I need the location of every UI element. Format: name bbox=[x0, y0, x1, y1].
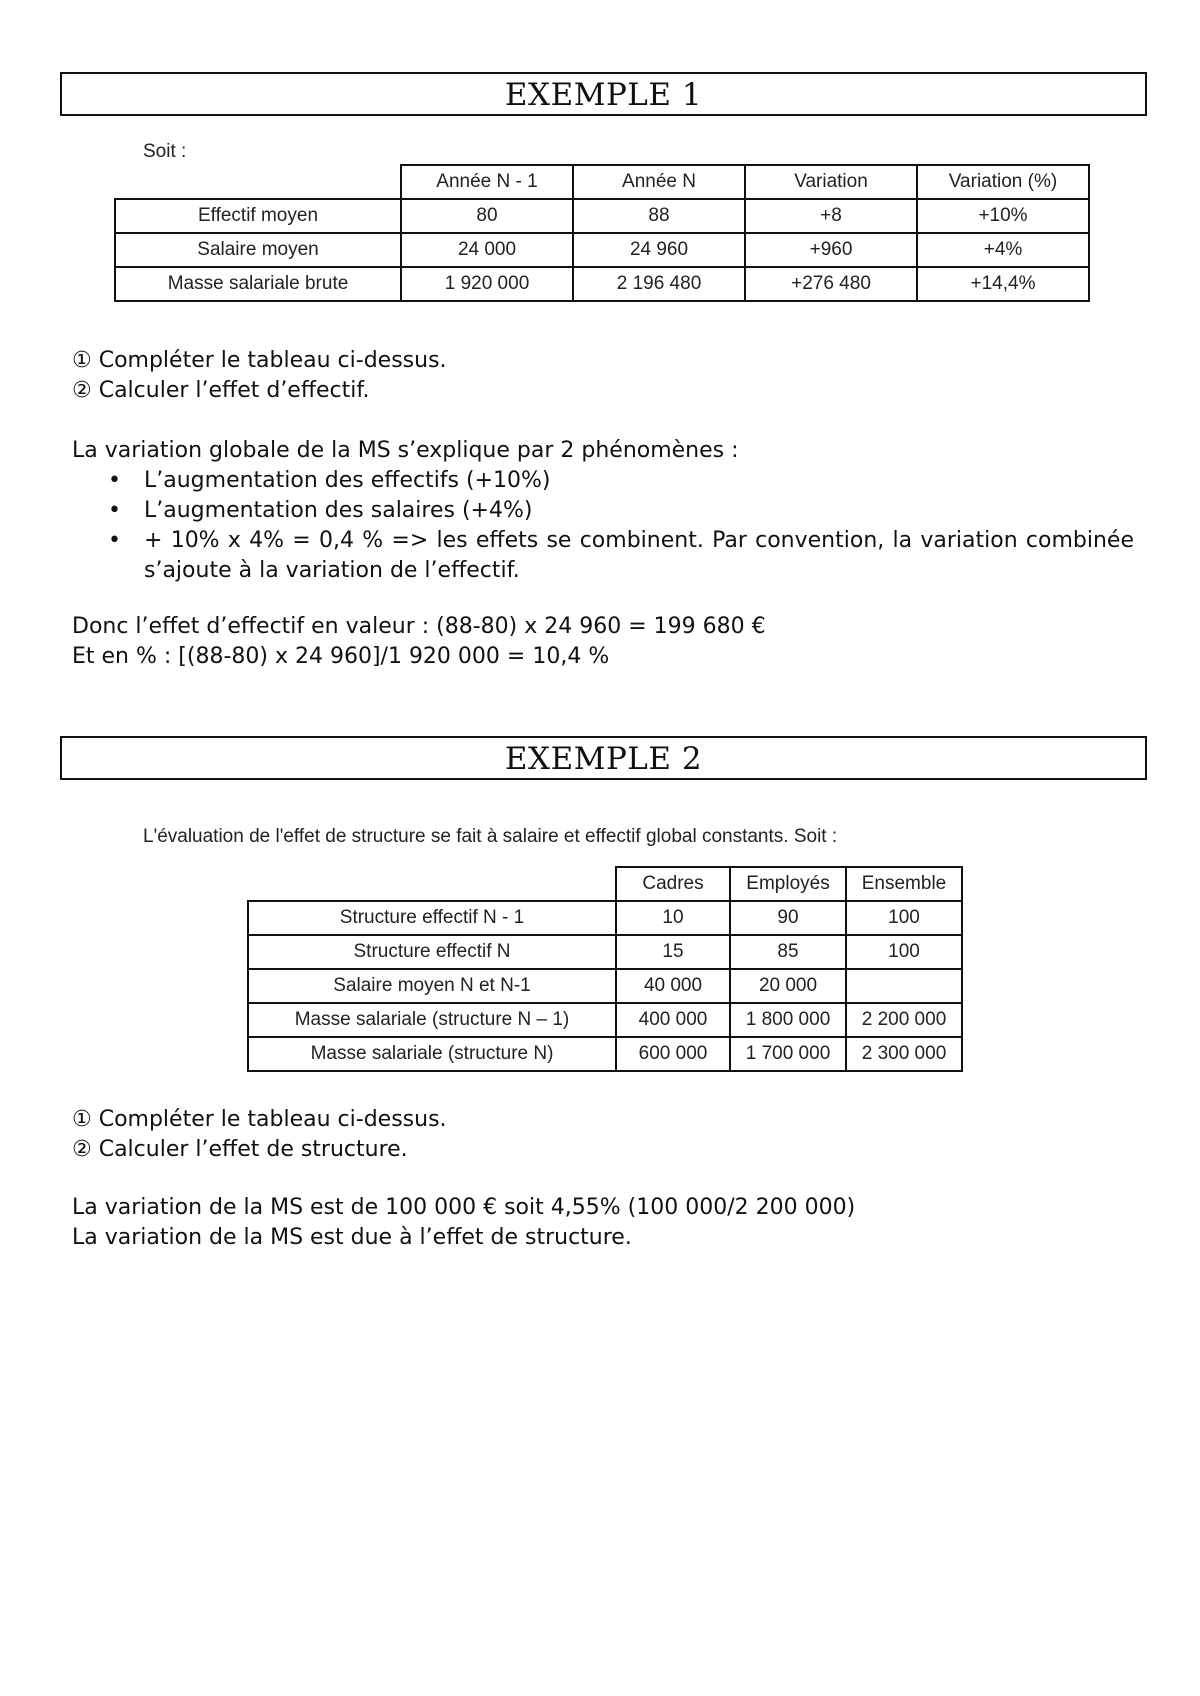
table-cell: 1 800 000 bbox=[730, 1003, 846, 1037]
table-header-row bbox=[248, 867, 962, 901]
bullet-icon: • bbox=[108, 498, 121, 523]
example1-intro: Soit : bbox=[143, 141, 187, 162]
row-label: Masse salariale (structure N) bbox=[248, 1037, 616, 1071]
example1-explanation-intro: La variation globale de la MS s’explique par 2 phénomènes : bbox=[72, 438, 739, 463]
table-row bbox=[115, 233, 1089, 267]
example1-conclusion bbox=[72, 612, 766, 672]
column-header: Variation (%) bbox=[917, 165, 1089, 199]
table-row bbox=[248, 1003, 962, 1037]
table-corner-cell bbox=[115, 165, 401, 199]
column-header: Année N - 1 bbox=[401, 165, 573, 199]
row-label: Salaire moyen bbox=[115, 233, 401, 267]
table-cell: 15 bbox=[616, 935, 730, 969]
row-label: Structure effectif N - 1 bbox=[248, 901, 616, 935]
bullet-text: + 10% x 4% = 0,4 % => les effets se combinent. Par convention, la variation combinée s’ajoute à la variation de l’effectif. bbox=[144, 528, 1134, 583]
example1-questions bbox=[72, 346, 447, 406]
column-header: Employés bbox=[730, 867, 846, 901]
table-cell: 100 bbox=[846, 901, 962, 935]
table-cell: +10% bbox=[917, 199, 1089, 233]
column-header: Année N bbox=[573, 165, 745, 199]
row-label: Masse salariale (structure N – 1) bbox=[248, 1003, 616, 1037]
table-cell: 40 000 bbox=[616, 969, 730, 1003]
question-2: ② Calculer l’effet d’effectif. bbox=[72, 378, 370, 403]
column-header: Ensemble bbox=[846, 867, 962, 901]
column-header: Variation bbox=[745, 165, 917, 199]
row-label: Structure effectif N bbox=[248, 935, 616, 969]
table-corner-cell bbox=[248, 867, 616, 901]
table-cell: +960 bbox=[745, 233, 917, 267]
list-item bbox=[104, 496, 1134, 526]
table-cell: 85 bbox=[730, 935, 846, 969]
table-cell: 2 200 000 bbox=[846, 1003, 962, 1037]
column-header: Cadres bbox=[616, 867, 730, 901]
example1-table bbox=[114, 164, 1090, 302]
table-cell: 2 300 000 bbox=[846, 1037, 962, 1071]
conclusion-line: La variation de la MS est due à l’effet de structure. bbox=[72, 1225, 632, 1250]
table-cell: +14,4% bbox=[917, 267, 1089, 301]
table-cell: 88 bbox=[573, 199, 745, 233]
conclusion-line: Et en % : [(88-80) x 24 960]/1 920 000 = 10,4 % bbox=[72, 644, 610, 669]
table-cell: 100 bbox=[846, 935, 962, 969]
table-row bbox=[248, 935, 962, 969]
table-cell: 20 000 bbox=[730, 969, 846, 1003]
table-cell: +8 bbox=[745, 199, 917, 233]
table-cell bbox=[846, 969, 962, 1003]
table-cell: 90 bbox=[730, 901, 846, 935]
bullet-text: L’augmentation des salaires (+4%) bbox=[144, 498, 533, 523]
table-cell: 400 000 bbox=[616, 1003, 730, 1037]
table-cell: 2 196 480 bbox=[573, 267, 745, 301]
row-label: Masse salariale brute bbox=[115, 267, 401, 301]
table-row bbox=[115, 267, 1089, 301]
bullet-text: L’augmentation des effectifs (+10%) bbox=[144, 468, 551, 493]
example2-table bbox=[247, 866, 963, 1072]
example2-intro: L'évaluation de l'effet de structure se fait à salaire et effectif global constants. Soit : bbox=[143, 826, 838, 847]
question-2: ② Calculer l’effet de structure. bbox=[72, 1137, 408, 1162]
example2-conclusion bbox=[72, 1193, 855, 1253]
table-cell: 24 960 bbox=[573, 233, 745, 267]
conclusion-line: Donc l’effet d’effectif en valeur : (88-80) x 24 960 = 199 680 € bbox=[72, 614, 766, 639]
question-1: ① Compléter le tableau ci-dessus. bbox=[72, 1107, 447, 1132]
table-cell: 1 920 000 bbox=[401, 267, 573, 301]
table-row bbox=[248, 1037, 962, 1071]
bullet-icon: • bbox=[108, 468, 121, 493]
table-cell: 80 bbox=[401, 199, 573, 233]
table-cell: 1 700 000 bbox=[730, 1037, 846, 1071]
example2-questions bbox=[72, 1105, 447, 1165]
example1-title: EXEMPLE 1 bbox=[60, 72, 1147, 116]
example2-title: EXEMPLE 2 bbox=[60, 736, 1147, 780]
table-row bbox=[248, 969, 962, 1003]
table-cell: 600 000 bbox=[616, 1037, 730, 1071]
row-label: Effectif moyen bbox=[115, 199, 401, 233]
table-cell: +276 480 bbox=[745, 267, 917, 301]
table-cell: 10 bbox=[616, 901, 730, 935]
bullet-icon: • bbox=[108, 528, 121, 553]
conclusion-line: La variation de la MS est de 100 000 € soit 4,55% (100 000/2 200 000) bbox=[72, 1195, 856, 1220]
table-cell: 24 000 bbox=[401, 233, 573, 267]
row-label: Salaire moyen N et N-1 bbox=[248, 969, 616, 1003]
question-1: ① Compléter le tableau ci-dessus. bbox=[72, 348, 447, 373]
list-item bbox=[104, 526, 1134, 586]
table-row bbox=[115, 199, 1089, 233]
example1-bullet-list bbox=[104, 466, 1134, 586]
table-row bbox=[248, 901, 962, 935]
table-cell: +4% bbox=[917, 233, 1089, 267]
list-item bbox=[104, 466, 1134, 496]
table-header-row bbox=[115, 165, 1089, 199]
